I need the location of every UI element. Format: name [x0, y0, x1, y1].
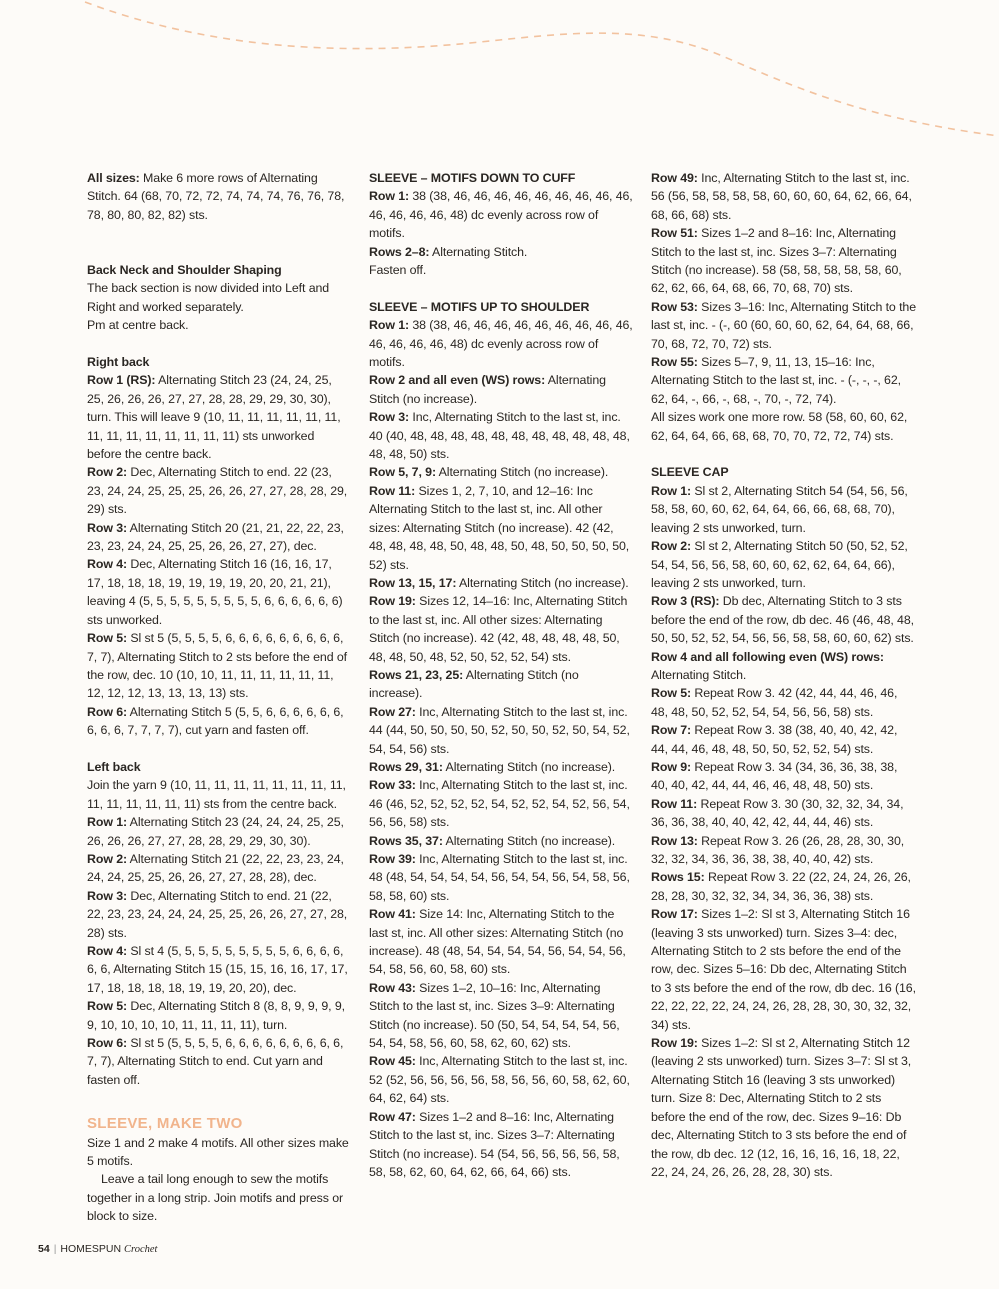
paragraph-indented: Leave a tail long enough to sew the motifs together in a long strip. Join motifs and press or block to size. — [87, 1172, 344, 1224]
instruction-row — [369, 243, 633, 261]
section-heading: Left back — [87, 759, 141, 774]
row-label: Row 11: — [651, 796, 698, 811]
row-text: Join the yarn 9 (10, 11, 11, 11, 11, 11, 11, 11, 11, 11, 11, 11, 11, 11, 11) sts from the centre back. — [87, 778, 346, 811]
row-text: Repeat Row 3. 30 (30, 32, 32, 34, 34, 36, 36, 38, 40, 40, 42, 42, 44, 44, 46) sts. — [651, 796, 904, 830]
row-text: Inc, Alternating Stitch to the last st, inc. 44 (44, 50, 50, 50, 50, 52, 50, 50, 52, 50, 54, 52, 54, 54, 56) sts. — [369, 704, 630, 756]
row-text: Dec, Alternating Stitch to end. 21 (22, 22, 23, 23, 24, 24, 24, 25, 25, 26, 26, 27, 27, 28, 28) sts. — [87, 888, 348, 940]
instruction-row — [651, 758, 917, 795]
row-text: Sizes 3–16: Inc, Alternating Stitch to the last st, inc. - (-, 60 (60, 60, 60, 62, 64, 64, 68, 66, 70, 68, 72, 70, 72) sts. — [651, 299, 916, 351]
instruction-row — [87, 519, 349, 556]
instruction-row — [651, 795, 917, 832]
row-label: Row 2: — [87, 851, 128, 866]
row-text: Alternating Stitch (no increase). — [442, 833, 616, 848]
row-text: Repeat Row 3. 42 (42, 44, 44, 46, 46, 48, 48, 50, 52, 52, 54, 54, 56, 56, 58) sts. — [651, 686, 898, 719]
row-text: Sizes 1–2, 10–16: Inc, Alternating Stitch to the last st, inc. Sizes 3–9: Alternating Stitch (no increase). 50 (50, 54, 54, 54, 54, 56, 54, 54, 58, 56, 60, 58, 62, 60, 62) sts. — [369, 980, 620, 1051]
instruction-row — [369, 463, 633, 481]
row-label: Row 1: — [651, 483, 692, 498]
section-heading: SLEEVE – MOTIFS DOWN TO CUFF — [369, 171, 576, 185]
instruction-row — [651, 832, 917, 869]
instruction-row — [87, 942, 349, 997]
magazine-name: HOMESPUN — [60, 1243, 122, 1255]
paragraph — [369, 261, 633, 279]
row-text: Sl st 5 (5, 5, 5, 5, 6, 6, 6, 6, 6, 6, 6, 6, 6, 7, 7), Alternating Stitch to 2 sts before the end of the row, dec. 10 (10, 10, 11, 11, 11, 11, 11, 11, 12, 12, 12, 13, 13, 13, 13) sts. — [87, 631, 347, 701]
row-text: Repeat Row 3. 38 (38, 40, 40, 42, 42, 44, 44, 46, 48, 48, 50, 50, 52, 52, 54) sts. — [651, 723, 898, 756]
row-text: Db dec, Alternating Stitch to 3 sts before the end of the row, db dec. 46 (46, 48, 48, 50, 50, 52, 52, 54, 56, 56, 58, 58, 60, 60, 62) sts. — [651, 594, 914, 646]
row-label: Row 4: — [87, 557, 128, 572]
row-text: Make 6 more rows of Alternating Stitch. 64 (68, 70, 72, 72, 74, 74, 74, 76, 76, 78, 78, 80, 80, 82, 82) sts. — [87, 171, 345, 222]
instruction-row — [369, 703, 633, 758]
paragraph — [87, 316, 349, 334]
row-label: Rows 35, 37: — [369, 833, 443, 848]
instruction-row — [369, 408, 633, 463]
row-text: Alternating Stitch. — [429, 244, 528, 259]
row-text: Size 1 and 2 make 4 motifs. All other sizes make 5 motifs. — [87, 1135, 349, 1169]
row-label: Row 9: — [651, 759, 692, 774]
row-label: Rows 15: — [651, 870, 705, 885]
row-label: Row 3: — [369, 410, 410, 425]
row-label: Row 2: — [87, 465, 128, 480]
row-label: Row 19: — [369, 594, 416, 609]
row-text: Size 14: Inc, Alternating Stitch to the last st, inc. All other sizes: Alternating Stitch (no increase). 48 (48, 54, 54, 54, 54, 56, 54, 54, 56, 54, 58, 56, 60, 58, 60) sts. — [369, 907, 626, 977]
row-label: Row 27: — [369, 704, 416, 719]
row-label: Row 45: — [369, 1054, 416, 1069]
row-text: Dec, Alternating Stitch to end. 22 (23, 23, 24, 24, 25, 25, 25, 26, 26, 27, 27, 28, 28, 29, 29) sts. — [87, 465, 348, 517]
row-text: Sizes 1–2: Sl st 2, Alternating Stitch 12 (leaving 2 sts unworked) turn. Sizes 3–7: Sl st 3, Alternating Stitch 16 (leaving 3 sts unworked) turn. Size 8: Dec, Alternating Stitch to 2 sts before the end of the row, dec. Sizes 9–16: Db dec, Alternating Stitch to 3 sts before the end of the row, db dec. 12 (12, 16, 16, 16, 16, 18, 22, 22, 24, 24, 26, 26, 28, 28, 30) sts. — [651, 1036, 912, 1179]
paragraph-gap — [651, 445, 917, 463]
row-label: Row 4 and all following even (WS) rows: — [651, 649, 884, 664]
instruction-row — [87, 371, 349, 463]
row-text: Repeat Row 3. 26 (26, 28, 28, 30, 30, 32, 32, 34, 36, 36, 38, 38, 40, 40, 42) sts. — [651, 833, 905, 867]
row-text: Alternating Stitch (no increase). — [442, 759, 616, 774]
instruction-row — [651, 684, 917, 721]
paragraph — [87, 776, 349, 813]
row-text: Pm at centre back. — [87, 318, 189, 333]
row-label: Row 49: — [651, 171, 698, 185]
section-heading: Right back — [87, 355, 150, 370]
paragraph — [651, 408, 917, 445]
instruction-row — [87, 997, 349, 1034]
row-label: Row 1 (RS): — [87, 373, 156, 388]
row-text: Sl st 5 (5, 5, 5, 5, 6, 6, 6, 6, 6, 6, 6, 6, 6, 7, 7), Alternating Stitch to end. Cut yarn and fasten off. — [87, 1036, 344, 1087]
instruction-row — [369, 1108, 633, 1182]
instruction-row — [369, 850, 633, 905]
section-heading: Back Neck and Shoulder Shaping — [87, 263, 282, 277]
instruction-row — [651, 868, 917, 905]
text-column-2 — [369, 169, 633, 1181]
row-text: Alternating Stitch (no increase). — [435, 465, 609, 480]
page-footer — [38, 1243, 157, 1255]
row-text: Sl st 4 (5, 5, 5, 5, 5, 5, 5, 5, 5, 6, 6, 6, 6, 6, 6, Alternating Stitch 15 (15, 15, 16, 16, 17, 17, 17, 18, 18, 18, 18, 19, 19, 20, 20), dec. — [87, 944, 348, 995]
row-label: Row 1: — [369, 189, 410, 204]
row-text: Repeat Row 3. 34 (34, 36, 36, 38, 38, 40, 40, 42, 44, 44, 46, 46, 48, 48, 50) sts. — [651, 759, 898, 793]
instruction-row — [651, 169, 917, 224]
row-text: Dec, Alternating Stitch 8 (8, 8, 9, 9, 9, 9, 9, 10, 10, 10, 10, 11, 11, 11, 11), turn. — [87, 999, 345, 1032]
row-text: The back section is now divided into Left and Right and worked separately. — [87, 281, 330, 314]
row-text: Sizes 5–7, 9, 11, 13, 15–16: Inc, Alternating Stitch to the last st, inc. - (-, -, -, 62, 62, 64, -, 66, -, 68, -, 70, -, 72, 74). — [651, 355, 901, 406]
paragraph — [87, 1134, 349, 1171]
instruction-row — [651, 353, 917, 408]
row-label: Row 5: — [87, 999, 128, 1014]
paragraph-gap — [369, 279, 633, 297]
row-label: Row 33: — [369, 778, 416, 793]
row-text: Repeat Row 3. 22 (22, 24, 24, 26, 26, 28, 28, 30, 32, 32, 34, 34, 36, 36, 38) sts. — [651, 870, 911, 903]
row-text: Alternating Stitch 21 (22, 22, 23, 23, 24, 24, 24, 25, 25, 26, 26, 27, 27, 28, 28), dec. — [87, 851, 344, 885]
row-label: Row 51: — [651, 226, 698, 241]
row-text: Inc, Alternating Stitch to the last st, inc. 40 (40, 48, 48, 48, 48, 48, 48, 48, 48, 48, 48, 48, 48, 48, 50) sts. — [369, 410, 630, 462]
row-text: Fasten off. — [369, 263, 427, 278]
row-label: Row 6: — [87, 704, 128, 719]
row-text: Dec, Alternating Stitch 16 (16, 16, 17, 17, 18, 18, 18, 19, 19, 19, 19, 20, 20, 21, 21), leaving 4 (5, 5, 5, 5, 5, 5, 5, 5, 5, 6, 6, 6, 6, 6, 6) sts unworked. — [87, 557, 343, 627]
instruction-row — [87, 169, 349, 224]
instruction-row — [651, 1034, 917, 1181]
row-text: Sizes 1–2 and 8–16: Inc, Alternating Stitch to the last st, inc. Sizes 3–7: Alternating Stitch (no increase). 58 (58, 58, 58, 58, 58, 60, 62, 62, 66, 64, 68, 66, 70, 68, 70) sts. — [651, 226, 902, 296]
instruction-row — [369, 832, 633, 850]
section-heading: SLEEVE – MOTIFS UP TO SHOULDER — [369, 299, 590, 314]
instruction-row — [369, 979, 633, 1053]
row-label: Row 17: — [651, 907, 698, 922]
row-text: Sizes 1–2: Sl st 3, Alternating Stitch 16 (leaving 3 sts unworked) turn. Sizes 3–4: dec, Alternating Stitch to 2 sts before the end of the row, dec. Sizes 5–16: Db dec, Alternating Stitch to 3 sts before the end of the row, db dec. 16 (16, 22, 22, 22, 22, 24, 24, 26, 28, 28, 30, 30, 32, 32, 34) sts. — [651, 907, 916, 1032]
row-text: Inc, Alternating Stitch to the last st, inc. 52 (52, 56, 56, 56, 56, 58, 56, 56, 60, 58, 62, 60, 64, 62, 64) sts. — [369, 1054, 630, 1106]
row-text: Inc, Alternating Stitch to the last st, inc. 46 (46, 52, 52, 52, 52, 54, 52, 52, 54, 52, 56, 54, 56, 56, 58) sts. — [369, 778, 630, 830]
row-text: Alternating Stitch (no increase). — [369, 373, 606, 406]
row-label: All sizes: — [87, 171, 140, 185]
instruction-row — [651, 298, 917, 353]
row-text: Sizes 12, 14–16: Inc, Alternating Stitch to the last st, inc. All other sizes: Alternating Stitch (no increase). 42 (42, 48, 48, 48, 48, 50, 48, 48, 50, 48, 52, 50, 52, 52, 54) sts. — [369, 594, 628, 664]
row-text: Alternating Stitch. — [651, 667, 747, 682]
instruction-row — [651, 648, 917, 685]
row-text: 38 (38, 46, 46, 46, 46, 46, 46, 46, 46, 46, 46, 46, 46, 46, 48) dc evenly across row of motifs. — [369, 189, 633, 241]
instruction-row — [87, 1034, 349, 1089]
row-text: Sizes 1–2 and 8–16: Inc, Alternating Stitch to the last st, inc. Sizes 3–7: Alternating Stitch (no increase). 54 (54, 56, 56, 56, 56, 58, 58, 58, 62, 60, 64, 62, 66, 64, 66) sts. — [369, 1109, 620, 1179]
row-text: Alternating Stitch 23 (24, 24, 25, 25, 26, 26, 26, 27, 27, 28, 28, 29, 29, 30, 30), turn. This will leave 9 (10, 11, 11, 11, 11, 11, 11, 11, 11, 11, 11, 11, 11, 11, 11) sts unworked before the centre back. — [87, 373, 341, 462]
instruction-row — [651, 224, 917, 298]
row-label: Row 7: — [651, 723, 692, 738]
row-text: Alternating Stitch (no increase). — [456, 575, 629, 590]
instruction-row — [651, 537, 917, 592]
row-label: Row 2: — [651, 539, 692, 554]
row-text: All sizes work one more row. 58 (58, 60, 60, 62, 62, 64, 64, 66, 68, 68, 70, 70, 72, 72, 74) sts. — [651, 410, 908, 443]
instruction-row — [369, 592, 633, 666]
instruction-row — [369, 316, 633, 371]
row-text: Inc, Alternating Stitch to the last st, inc. 56 (56, 58, 58, 58, 58, 60, 60, 60, 64, 62, 66, 64, 68, 66, 68) sts. — [651, 171, 912, 222]
text-column-1 — [87, 169, 349, 1226]
section-heading: SLEEVE CAP — [651, 465, 729, 480]
row-label: Rows 29, 31: — [369, 759, 443, 774]
row-label: Row 1: — [87, 815, 128, 830]
row-label: Row 2 and all even (WS) rows: — [369, 373, 546, 388]
instruction-row — [87, 703, 349, 740]
row-label: Row 5: — [87, 631, 128, 646]
instruction-row — [369, 371, 633, 408]
row-label: Rows 21, 23, 25: — [369, 667, 464, 682]
row-label: Row 47: — [369, 1109, 416, 1124]
row-label: Row 4: — [87, 944, 128, 958]
instruction-row — [651, 482, 917, 537]
row-label: Row 43: — [369, 980, 416, 995]
instruction-row — [87, 629, 349, 703]
row-text: Alternating Stitch 5 (5, 5, 6, 6, 6, 6, 6, 6, 6, 6, 6, 7, 7, 7, 7), cut yarn and fasten off. — [87, 704, 344, 738]
instruction-row — [87, 813, 349, 850]
page-number: 54 — [38, 1243, 50, 1255]
instruction-row — [369, 666, 633, 703]
instruction-row — [369, 1052, 633, 1107]
instruction-row — [87, 463, 349, 518]
instruction-row — [87, 555, 349, 629]
paragraph-gap — [87, 243, 349, 261]
decorative-dashed-curve — [0, 0, 999, 170]
instruction-row — [369, 758, 633, 776]
paragraph-gap — [87, 1089, 349, 1107]
row-text: Sl st 2, Alternating Stitch 54 (54, 56, 56, 58, 58, 60, 60, 62, 64, 64, 66, 66, 68, 68, 70), leaving 2 sts unworked, turn. — [651, 483, 908, 535]
row-text: Sizes 1, 2, 7, 10, and 12–16: Inc Alternating Stitch to the last st, inc. All other sizes: Alternating Stitch (no increase). 42 (42, 48, 48, 48, 48, 50, 48, 48, 50, 48, 50, 50, 50, 50, 52) sts. — [369, 483, 630, 572]
instruction-row — [369, 776, 633, 831]
row-label: Row 1: — [369, 318, 410, 333]
row-label: Row 13, 15, 17: — [369, 575, 457, 590]
paragraph-gap — [87, 335, 349, 353]
instruction-row — [369, 905, 633, 979]
instruction-row — [87, 887, 349, 942]
row-label: Row 39: — [369, 852, 416, 867]
paragraph-gap — [87, 224, 349, 242]
instruction-row — [369, 187, 633, 242]
row-text: Sl st 2, Alternating Stitch 50 (50, 52, 52, 54, 54, 56, 56, 58, 60, 60, 62, 62, 64, 64, 66), leaving 2 sts unworked, turn. — [651, 539, 908, 590]
row-label: Row 3 (RS): — [651, 594, 720, 609]
row-label: Rows 2–8: — [369, 244, 430, 259]
row-label: Row 5, 7, 9: — [369, 465, 436, 480]
paragraph — [87, 279, 349, 316]
section-title: SLEEVE, MAKE TWO — [87, 1114, 243, 1132]
row-label: Row 3: — [87, 520, 128, 535]
row-label: Row 3: — [87, 888, 128, 903]
paragraph-gap — [87, 740, 349, 758]
instruction-row — [369, 482, 633, 574]
instruction-row — [651, 905, 917, 1034]
row-text: Alternating Stitch 23 (24, 24, 24, 25, 25, 26, 26, 26, 27, 27, 28, 28, 29, 29, 30, 30). — [87, 815, 344, 848]
row-label: Row 19: — [651, 1036, 698, 1051]
instruction-row — [651, 721, 917, 758]
row-text: Alternating Stitch 20 (21, 21, 22, 22, 23, 23, 23, 24, 24, 25, 25, 26, 26, 27, 27), dec. — [87, 520, 344, 554]
row-text: 38 (38, 46, 46, 46, 46, 46, 46, 46, 46, 46, 46, 46, 46, 46, 48) dc evenly across row of motifs. — [369, 318, 633, 370]
row-label: Row 55: — [651, 355, 698, 370]
row-label: Row 5: — [651, 686, 692, 701]
row-label: Row 6: — [87, 1036, 128, 1051]
row-text: Alternating Stitch (no increase). — [369, 667, 579, 701]
instruction-row — [87, 850, 349, 887]
magazine-subtitle: Crochet — [124, 1244, 158, 1255]
instruction-row — [651, 592, 917, 647]
row-label: Row 53: — [651, 299, 698, 314]
row-text: Inc, Alternating Stitch to the last st, inc. 48 (48, 54, 54, 54, 54, 56, 54, 54, 56, 54, 58, 56, 58, 58, 60) sts. — [369, 852, 630, 903]
footer-separator: | — [53, 1243, 57, 1255]
row-label: Row 41: — [369, 907, 416, 922]
row-label: Row 13: — [651, 833, 698, 848]
text-column-3 — [651, 169, 917, 1181]
row-label: Row 11: — [369, 483, 416, 498]
instruction-row — [369, 574, 633, 592]
